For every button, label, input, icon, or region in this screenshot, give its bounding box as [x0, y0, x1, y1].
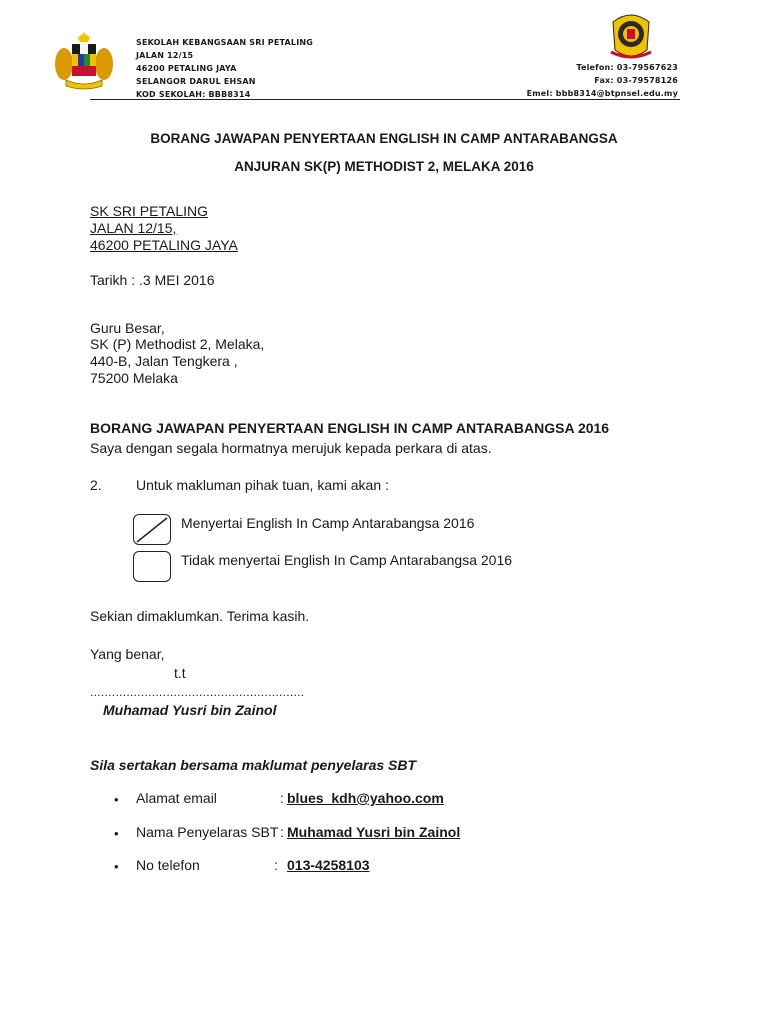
header-divider	[90, 99, 680, 100]
subject-heading: BORANG JAWAPAN PENYERTAAN ENGLISH IN CAMP ANTARABANGSA 2016	[90, 420, 610, 436]
closing-text: Sekian dimaklumkan. Terima kasih.	[90, 608, 310, 624]
sender-address-line-1: SK SRI PETALING	[90, 203, 208, 219]
coordinator-value: Muhamad Yusri bin Zainol	[287, 824, 461, 840]
instruction-text: Sila sertakan bersama maklumat penyelaras SBT	[90, 757, 417, 773]
coordinator-separator: :	[280, 824, 284, 840]
phone-label: No telefon	[136, 857, 200, 873]
school-fax: Fax: 03-79578126	[594, 76, 678, 85]
recipient-line-4: 75200 Melaka	[90, 370, 178, 386]
email-value[interactable]: blues_kdh@yahoo.com	[287, 790, 444, 806]
school-phone: Telefon: 03-79567623	[576, 63, 678, 72]
sender-address-line-3: 46200 PETALING JAYA	[90, 237, 238, 253]
intro-text: Saya dengan segala hormatnya merujuk kepada perkara di atas.	[90, 440, 492, 456]
point-text: Untuk makluman pihak tuan, kami akan :	[136, 477, 389, 493]
bullet-icon: •	[114, 826, 119, 841]
recipient-line-1: Guru Besar,	[90, 320, 165, 336]
email-label: Alamat email	[136, 790, 217, 806]
bullet-icon: •	[114, 859, 119, 874]
option-decline-label: Tidak menyertai English In Camp Antarabangsa 2016	[181, 552, 513, 568]
sign-off: Yang benar,	[90, 646, 165, 662]
school-name: SEKOLAH KEBANGSAAN SRI PETALING	[136, 38, 314, 47]
option-join-label: Menyertai English In Camp Antarabangsa 2016	[181, 515, 475, 531]
school-code: KOD SEKOLAH: BBB8314	[136, 90, 251, 99]
date-line: Tarikh : .3 MEI 2016	[90, 272, 215, 288]
form-title: BORANG JAWAPAN PENYERTAAN ENGLISH IN CAMP ANTARABANGSA	[150, 131, 618, 146]
school-state: SELANGOR DARUL EHSAN	[136, 77, 256, 86]
option-join-checkbox[interactable]	[133, 514, 171, 545]
signature-mark: t.t	[174, 665, 186, 681]
option-decline-checkbox[interactable]	[133, 551, 171, 582]
email-separator: :	[280, 790, 284, 806]
school-street: JALAN 12/15	[136, 51, 194, 60]
phone-separator: :	[274, 857, 278, 873]
signature-line: ...........................................................	[90, 685, 305, 699]
form-subtitle: ANJURAN SK(P) METHODIST 2, MELAKA 2016	[234, 159, 534, 174]
recipient-line-3: 440-B, Jalan Tengkera ,	[90, 353, 238, 369]
school-postcode-city: 46200 PETALING JAYA	[136, 64, 237, 73]
coordinator-label: Nama Penyelaras SBT	[136, 824, 279, 840]
sender-address-line-2: JALAN 12/15,	[90, 220, 177, 236]
point-number: 2.	[90, 477, 102, 493]
recipient-line-2: SK (P) Methodist 2, Melaka,	[90, 336, 265, 352]
school-badge-logo	[603, 10, 659, 60]
check-slash-icon	[134, 515, 170, 544]
phone-value: 013-4258103	[287, 857, 370, 873]
signatory-name: Muhamad Yusri bin Zainol	[103, 702, 277, 718]
malaysia-crest-logo	[52, 30, 116, 94]
bullet-icon: •	[114, 792, 119, 807]
school-email: Emel: bbb8314@btpnsel.edu.my	[526, 89, 678, 98]
